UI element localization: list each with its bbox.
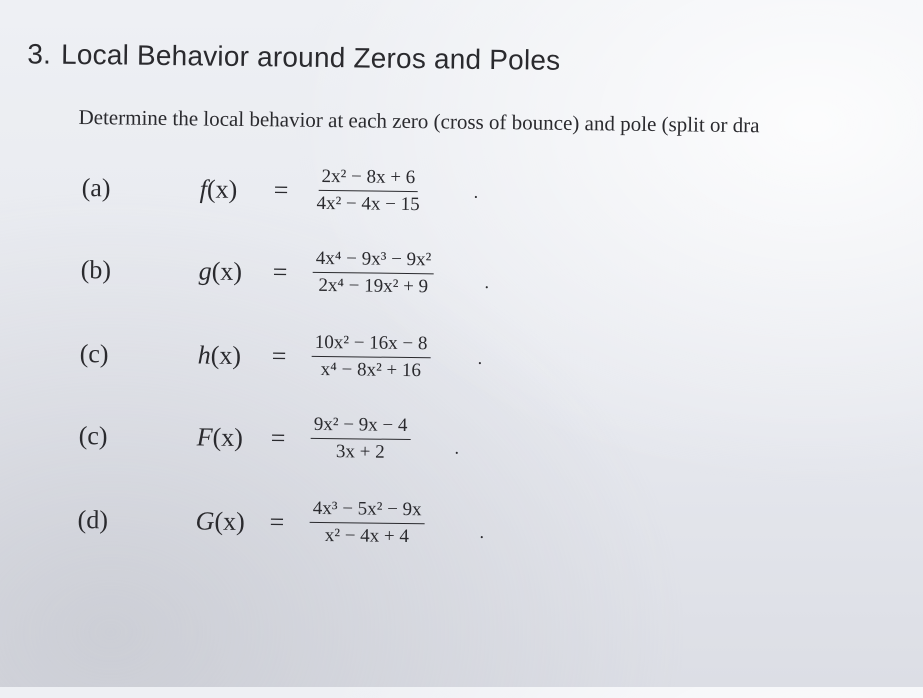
denominator: 3x + 2 [335, 441, 385, 463]
rational-expression [313, 166, 423, 216]
function-name: G(x) [195, 506, 245, 537]
punctuation: . [479, 521, 485, 542]
numerator: 2x² − 8x + 6 [318, 166, 418, 192]
punctuation: . [454, 437, 460, 458]
problem-label: (d) [77, 504, 109, 535]
equals-sign: = [273, 175, 289, 205]
problem-label: (c) [78, 420, 108, 451]
problem-b [80, 245, 701, 313]
instructions-text: Determine the local behavior at each zero (cross of bounce) and pole (split or dra [78, 104, 760, 138]
problem-label: (c) [79, 339, 109, 369]
problem-c-second [78, 411, 699, 479]
problem-a [81, 163, 702, 231]
rational-expression [312, 248, 434, 298]
problem-label: (b) [80, 255, 112, 285]
equals-sign: = [271, 341, 287, 371]
rational-expression [311, 332, 430, 382]
numerator: 9x² − 9x − 4 [311, 414, 411, 440]
function-name: g(x) [198, 256, 243, 286]
problem-d [77, 495, 698, 563]
numerator: 10x² − 16x − 8 [312, 332, 431, 358]
rational-expression [310, 414, 410, 464]
denominator: x⁴ − 8x² + 16 [320, 358, 422, 382]
function-name: f(x) [199, 174, 238, 204]
function-name: h(x) [197, 340, 242, 370]
equals-sign: = [269, 507, 285, 537]
punctuation: . [473, 181, 479, 202]
function-name: F(x) [196, 422, 244, 452]
rational-expression [309, 498, 424, 548]
problem-label: (a) [81, 173, 111, 203]
problem-c-first [79, 329, 700, 397]
equals-sign: = [272, 257, 288, 287]
denominator: 4x² − 4x − 15 [316, 192, 420, 216]
denominator: x² − 4x + 4 [324, 525, 410, 548]
punctuation: . [477, 347, 483, 368]
equals-sign: = [270, 423, 286, 453]
section-number: 3. [27, 38, 52, 70]
numerator: 4x³ − 5x² − 9x [310, 498, 425, 524]
punctuation: . [484, 271, 490, 292]
section-title: Local Behavior around Zeros and Poles [60, 38, 561, 76]
section-heading [27, 38, 560, 77]
denominator: 2x⁴ − 19x² + 9 [318, 274, 429, 298]
numerator: 4x⁴ − 9x³ − 9x² [313, 248, 435, 274]
